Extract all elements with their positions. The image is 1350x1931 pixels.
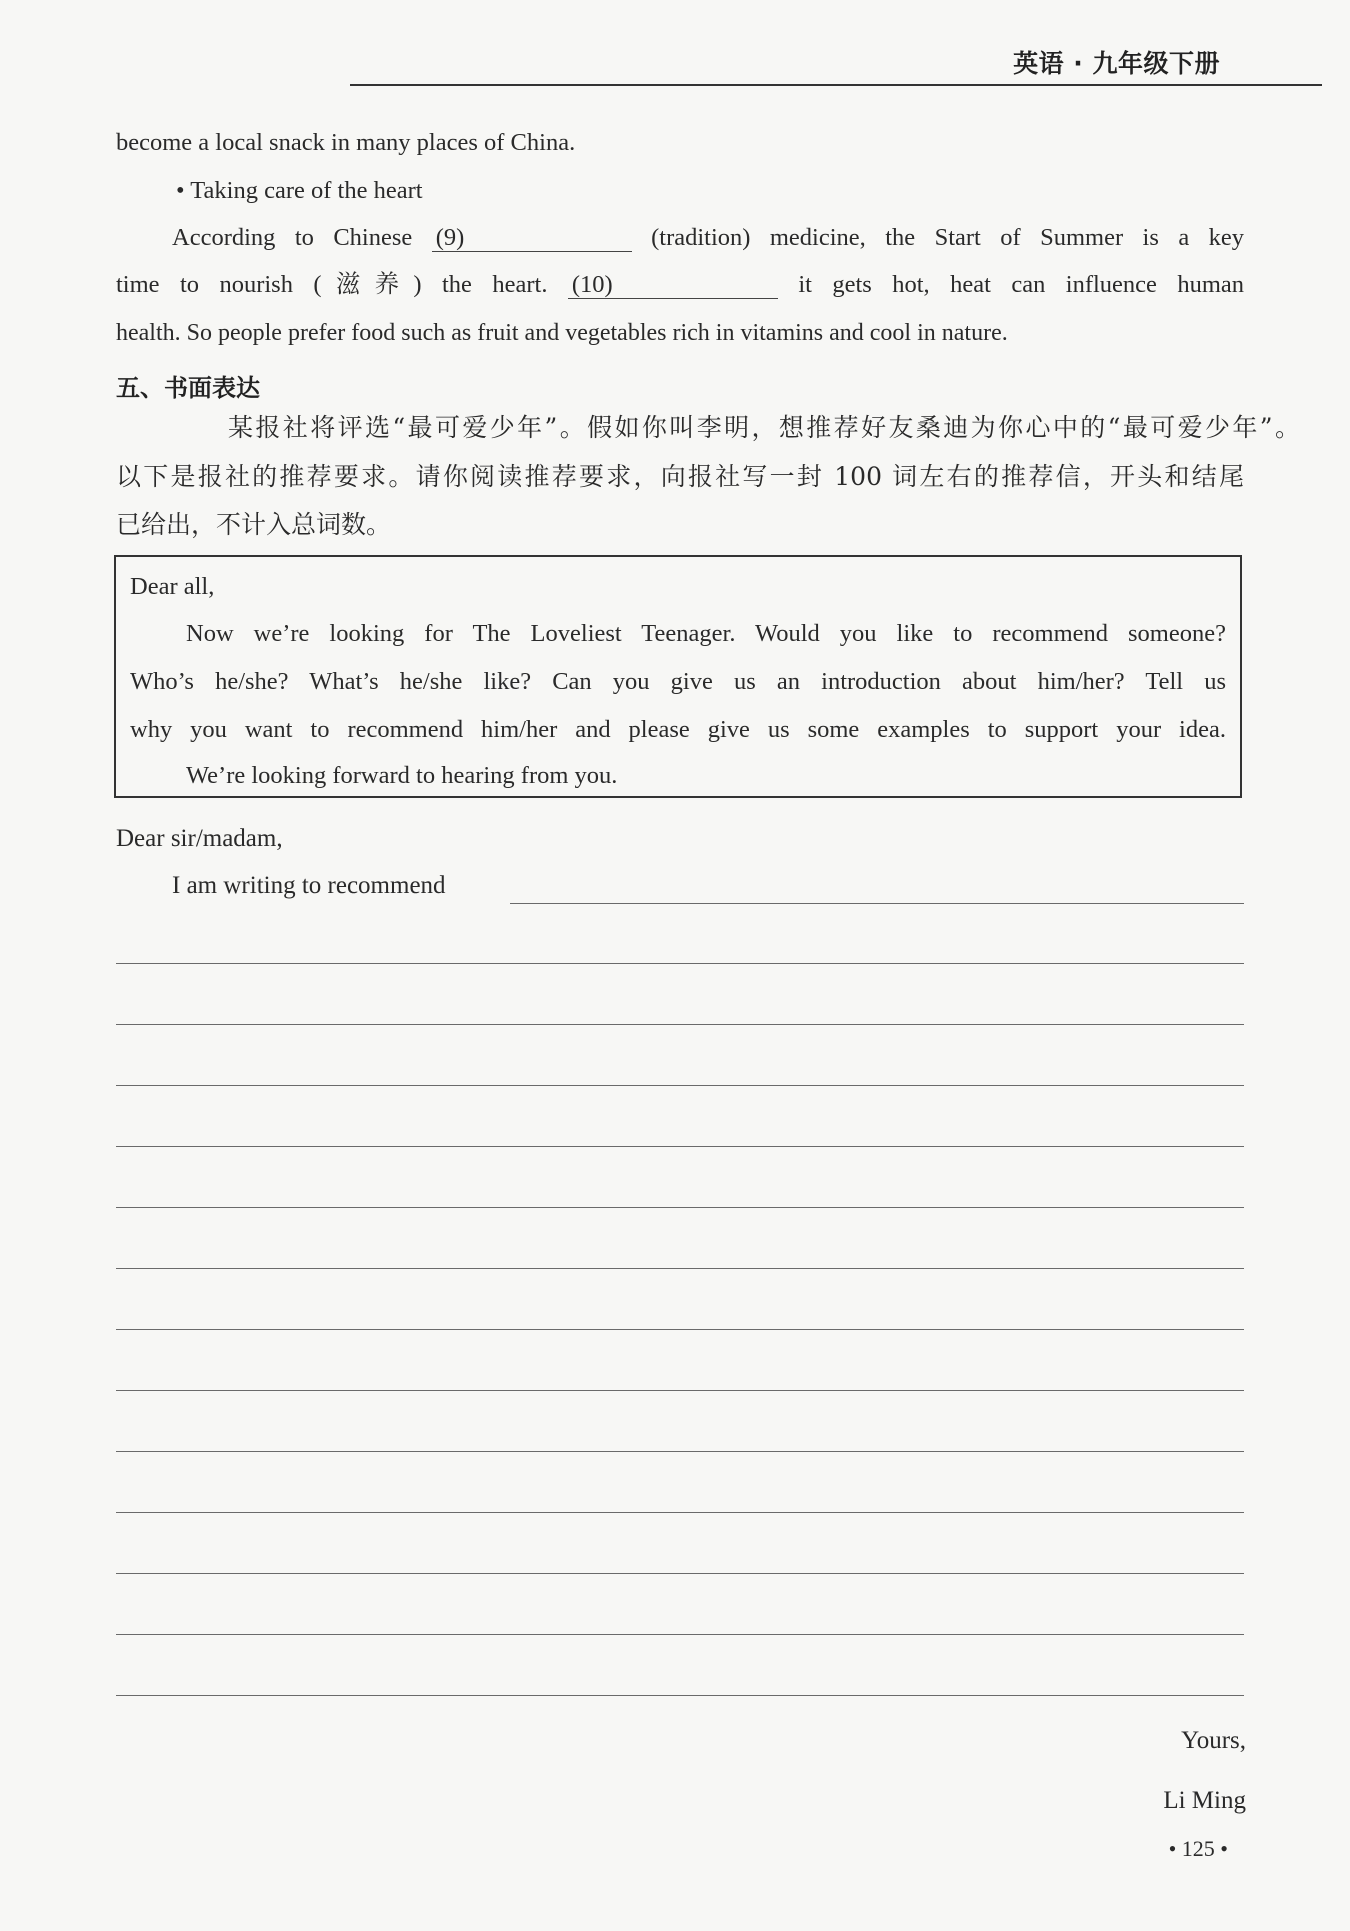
passage-bullet-heading: • Taking care of the heart [176,177,423,204]
writing-line-12[interactable] [116,1634,1244,1635]
writing-line-13[interactable] [116,1695,1244,1696]
writing-line-11[interactable] [116,1573,1244,1574]
passage-line-3-start: According to Chinese [172,224,413,251]
writing-line-opening[interactable] [510,903,1244,904]
recommendation-prompt-box [114,555,1242,798]
instruction-line-2: 以下是报社的推荐要求。请你阅读推荐要求，向报社写一封 100 词左右的推荐信，开头和结尾 [116,462,1244,491]
prompt-line-4: We’re looking forward to hearing from you. [186,762,618,789]
passage-line-1: become a local snack in many places of China. [116,129,576,156]
writing-line-3[interactable] [116,1085,1244,1086]
writing-line-2[interactable] [116,1024,1244,1025]
writing-line-4[interactable] [116,1146,1244,1147]
header-rule [350,84,1322,86]
writing-line-5[interactable] [116,1207,1244,1208]
writing-line-8[interactable] [116,1390,1244,1391]
letter-opening: I am writing to recommend [172,872,446,899]
prompt-line-2: Who’s he/she? What’s he/she like? Can you give us an introduction about him/her? Tell us [130,668,1226,695]
letter-sign-off: Yours, [1181,1727,1246,1754]
blank-10[interactable] [568,272,778,299]
blank-9-label: (9) [435,224,465,251]
writing-line-10[interactable] [116,1512,1244,1513]
prompt-line-3: why you want to recommend him/her and please give us some examples to support your idea. [130,716,1226,743]
prompt-line-1: Now we’re looking for The Loveliest Teenager. Would you like to recommend someone? [186,620,1226,647]
writing-line-9[interactable] [116,1451,1244,1452]
book-title-header: 英语 · 九年级下册 [1013,49,1220,78]
instruction-line-1: 某报社将评选“最可爱少年”。假如你叫李明，想推荐好友桑迪为你心中的“最可爱少年”。 [228,413,1300,442]
blank-10-label: (10) [571,271,613,298]
passage-line-4 [116,270,1244,300]
passage-line-3 [116,223,1244,253]
writing-line-1[interactable] [116,963,1244,964]
writing-line-6[interactable] [116,1268,1244,1269]
passage-line-5: health. So people prefer food such as fruit and vegetables rich in vitamins and cool in nature. [116,320,1008,346]
letter-signature: Li Ming [1163,1787,1246,1814]
prompt-greeting: Dear all, [130,573,215,600]
instruction-line-3: 已给出，不计入总词数。 [116,510,392,539]
blank-9[interactable] [432,225,632,252]
page-number: • 125 • [1168,1836,1228,1861]
passage-line-3-end: (tradition) medicine, the Start of Summer is a key [651,224,1244,251]
passage-line-4-start: time to nourish (滋养) the heart. [116,271,548,298]
letter-salutation: Dear sir/madam, [116,825,283,852]
section-heading: 五、书面表达 [116,374,260,402]
passage-line-4-end: it gets hot, heat can influence human [798,271,1244,298]
writing-line-7[interactable] [116,1329,1244,1330]
